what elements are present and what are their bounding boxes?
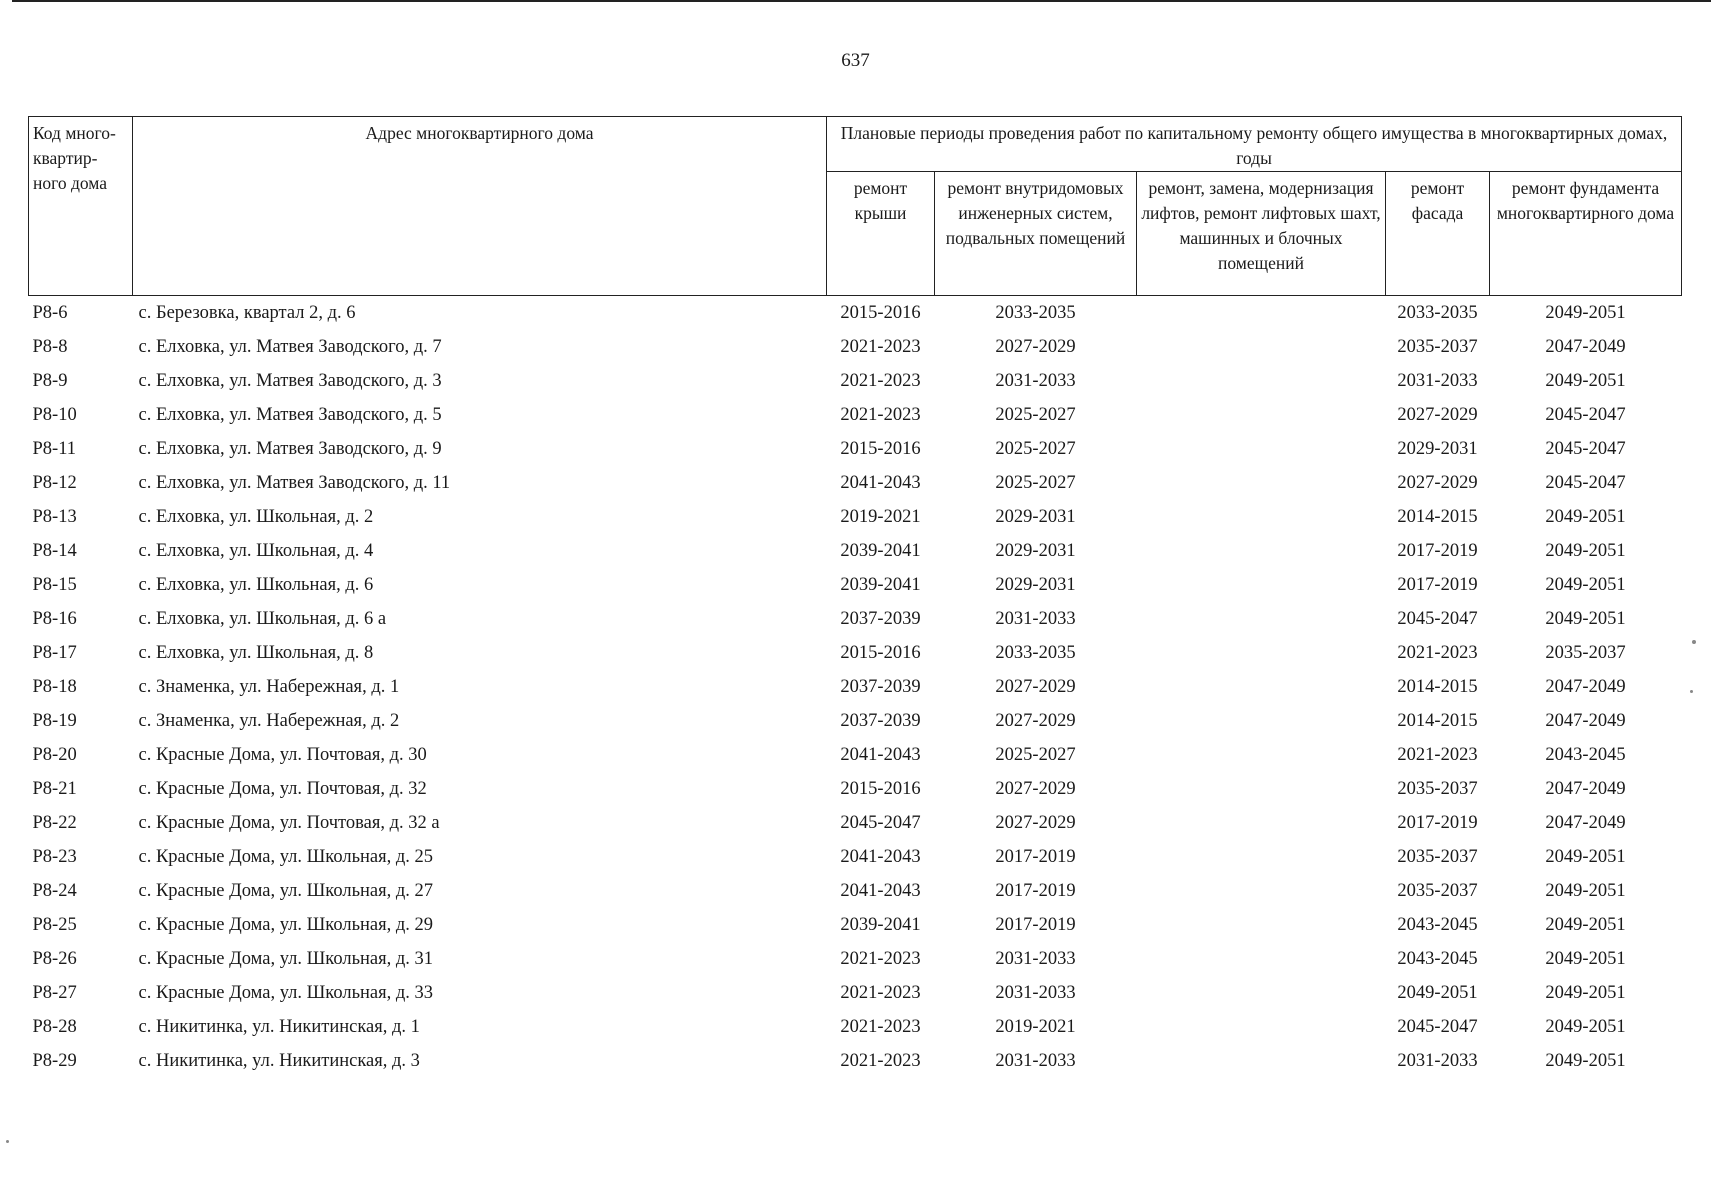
row-foundation-repair: 2035-2037 [1545,642,1626,663]
row-address: с. Елховка, ул. Школьная, д. 4 [138,540,374,561]
table-row [29,432,1682,466]
row-roof-repair: 2041-2043 [840,744,921,765]
row-foundation-repair: 2049-2051 [1545,302,1626,323]
row-facade-repair: 2035-2037 [1397,880,1478,901]
row-foundation-repair: 2047-2049 [1545,812,1626,833]
row-lifts-repair [1137,364,1386,398]
row-systems-repair: 2027-2029 [995,676,1076,697]
row-code: Р8-6 [32,302,68,323]
row-foundation-repair: 2045-2047 [1545,472,1626,493]
row-lifts-repair [1137,1044,1386,1078]
row-address: с. Красные Дома, ул. Школьная, д. 31 [138,948,434,969]
row-roof-repair: 2041-2043 [840,880,921,901]
row-code: Р8-22 [32,812,77,833]
top-border-line [12,0,1711,2]
row-address: с. Красные Дома, ул. Школьная, д. 25 [138,846,434,867]
row-address: с. Елховка, ул. Матвея Заводского, д. 5 [138,404,442,425]
row-roof-repair: 2021-2023 [840,370,921,391]
row-facade-repair: 2021-2023 [1397,642,1478,663]
row-foundation-repair: 2049-2051 [1545,846,1626,867]
scan-speck [6,1140,9,1143]
row-facade-repair: 2017-2019 [1397,812,1478,833]
row-address: с. Красные Дома, ул. Почтовая, д. 32 а [138,812,440,833]
row-lifts-repair [1137,1010,1386,1044]
row-foundation-repair: 2047-2049 [1545,336,1626,357]
table-row [29,806,1682,840]
scan-speck [1690,690,1693,693]
row-roof-repair: 2039-2041 [840,914,921,935]
header-facade-repair: ремонт фасада [1386,172,1490,296]
capital-repair-schedule-table [28,116,1682,1078]
row-systems-repair: 2025-2027 [995,404,1076,425]
table-row [29,874,1682,908]
row-roof-repair: 2041-2043 [840,846,921,867]
row-lifts-repair [1137,636,1386,670]
row-address: с. Красные Дома, ул. Школьная, д. 33 [138,982,434,1003]
row-lifts-repair [1137,432,1386,466]
row-systems-repair: 2019-2021 [995,1016,1076,1037]
row-facade-repair: 2029-2031 [1397,438,1478,459]
table-row [29,296,1682,331]
row-systems-repair: 2017-2019 [995,846,1076,867]
table-row [29,670,1682,704]
table-row [29,568,1682,602]
row-lifts-repair [1137,908,1386,942]
row-code: Р8-16 [32,608,77,629]
table-row [29,534,1682,568]
row-address: с. Красные Дома, ул. Школьная, д. 29 [138,914,434,935]
table-row [29,738,1682,772]
row-code: Р8-8 [32,336,68,357]
table-row [29,942,1682,976]
row-systems-repair: 2027-2029 [995,710,1076,731]
row-code: Р8-18 [32,676,77,697]
row-code: Р8-27 [32,982,77,1003]
row-roof-repair: 2021-2023 [840,1050,921,1071]
row-foundation-repair: 2049-2051 [1545,948,1626,969]
row-address: с. Елховка, ул. Матвея Заводского, д. 7 [138,336,442,357]
row-roof-repair: 2039-2041 [840,540,921,561]
row-systems-repair: 2017-2019 [995,914,1076,935]
row-facade-repair: 2014-2015 [1397,506,1478,527]
row-roof-repair: 2015-2016 [840,438,921,459]
row-roof-repair: 2039-2041 [840,574,921,595]
row-lifts-repair [1137,602,1386,636]
row-address: с. Красные Дома, ул. Почтовая, д. 32 [138,778,427,799]
header-lifts-repair: ремонт, замена, модернизация лифтов, ремонт лифтовых шахт, машинных и блочных помещений [1137,172,1386,296]
row-lifts-repair [1137,738,1386,772]
row-address: с. Елховка, ул. Школьная, д. 8 [138,642,374,663]
row-code: Р8-29 [32,1050,77,1071]
header-planned-periods: Плановые периоды проведения работ по капитальному ремонту общего имущества в многоквартирных домах, годы [827,117,1682,172]
row-address: с. Елховка, ул. Матвея Заводского, д. 11 [138,472,451,493]
row-roof-repair: 2021-2023 [840,982,921,1003]
row-address: с. Никитинка, ул. Никитинская, д. 3 [138,1050,420,1071]
row-code: Р8-12 [32,472,77,493]
row-foundation-repair: 2049-2051 [1545,608,1626,629]
row-code: Р8-10 [32,404,77,425]
row-foundation-repair: 2049-2051 [1545,370,1626,391]
row-roof-repair: 2015-2016 [840,302,921,323]
row-address: с. Красные Дома, ул. Почтовая, д. 30 [138,744,427,765]
table-row [29,976,1682,1010]
row-address: с. Знаменка, ул. Набережная, д. 1 [138,676,400,697]
row-address: с. Елховка, ул. Школьная, д. 6 [138,574,374,595]
row-systems-repair: 2033-2035 [995,642,1076,663]
row-facade-repair: 2049-2051 [1397,982,1478,1003]
row-roof-repair: 2041-2043 [840,472,921,493]
row-facade-repair: 2031-2033 [1397,370,1478,391]
row-foundation-repair: 2047-2049 [1545,676,1626,697]
row-systems-repair: 2031-2033 [995,982,1076,1003]
table-row [29,772,1682,806]
row-address: с. Елховка, ул. Школьная, д. 2 [138,506,374,527]
row-code: Р8-19 [32,710,77,731]
row-facade-repair: 2035-2037 [1397,778,1478,799]
row-address: с. Елховка, ул. Матвея Заводского, д. 3 [138,370,442,391]
row-foundation-repair: 2045-2047 [1545,404,1626,425]
row-code: Р8-25 [32,914,77,935]
row-systems-repair: 2025-2027 [995,438,1076,459]
row-systems-repair: 2027-2029 [995,778,1076,799]
row-roof-repair: 2021-2023 [840,948,921,969]
row-code: Р8-23 [32,846,77,867]
row-facade-repair: 2027-2029 [1397,404,1478,425]
row-lifts-repair [1137,704,1386,738]
row-facade-repair: 2035-2037 [1397,846,1478,867]
row-roof-repair: 2021-2023 [840,1016,921,1037]
row-systems-repair: 2025-2027 [995,744,1076,765]
row-address: с. Березовка, квартал 2, д. 6 [138,302,356,323]
row-code: Р8-28 [32,1016,77,1037]
table-row [29,908,1682,942]
row-foundation-repair: 2047-2049 [1545,778,1626,799]
row-address: с. Знаменка, ул. Набережная, д. 2 [138,710,400,731]
page-number: 637 [841,50,870,71]
row-foundation-repair: 2049-2051 [1545,540,1626,561]
table-body [29,296,1682,1079]
row-facade-repair: 2031-2033 [1397,1050,1478,1071]
row-code: Р8-24 [32,880,77,901]
row-systems-repair: 2027-2029 [995,336,1076,357]
row-foundation-repair: 2049-2051 [1545,1016,1626,1037]
row-code: Р8-11 [32,438,77,459]
row-facade-repair: 2021-2023 [1397,744,1478,765]
row-lifts-repair [1137,466,1386,500]
row-foundation-repair: 2047-2049 [1545,710,1626,731]
row-address: с. Красные Дома, ул. Школьная, д. 27 [138,880,434,901]
table-row [29,704,1682,738]
row-lifts-repair [1137,772,1386,806]
row-roof-repair: 2015-2016 [840,642,921,663]
row-lifts-repair [1137,874,1386,908]
row-systems-repair: 2031-2033 [995,608,1076,629]
row-roof-repair: 2021-2023 [840,404,921,425]
row-foundation-repair: 2049-2051 [1545,1050,1626,1071]
row-roof-repair: 2037-2039 [840,676,921,697]
row-lifts-repair [1137,534,1386,568]
header-foundation-repair: ремонт фундамента многоквартирного дома [1490,172,1682,296]
row-address: с. Елховка, ул. Матвея Заводского, д. 9 [138,438,442,459]
row-lifts-repair [1137,568,1386,602]
table-row [29,840,1682,874]
row-code: Р8-20 [32,744,77,765]
row-roof-repair: 2015-2016 [840,778,921,799]
row-lifts-repair [1137,942,1386,976]
row-systems-repair: 2031-2033 [995,370,1076,391]
row-systems-repair: 2025-2027 [995,472,1076,493]
row-lifts-repair [1137,976,1386,1010]
row-code: Р8-21 [32,778,77,799]
table-row [29,330,1682,364]
row-foundation-repair: 2049-2051 [1545,574,1626,595]
row-code: Р8-17 [32,642,77,663]
row-foundation-repair: 2049-2051 [1545,506,1626,527]
table-row [29,602,1682,636]
header-roof-repair: ремонт крыши [827,172,935,296]
row-roof-repair: 2037-2039 [840,710,921,731]
header-systems-repair: ремонт внутридомовых инженерных систем, подвальных помещений [935,172,1137,296]
row-lifts-repair [1137,840,1386,874]
row-facade-repair: 2017-2019 [1397,574,1478,595]
row-roof-repair: 2021-2023 [840,336,921,357]
row-lifts-repair [1137,398,1386,432]
row-facade-repair: 2014-2015 [1397,710,1478,731]
row-facade-repair: 2035-2037 [1397,336,1478,357]
row-facade-repair: 2043-2045 [1397,948,1478,969]
row-roof-repair: 2037-2039 [840,608,921,629]
row-facade-repair: 2043-2045 [1397,914,1478,935]
table-row [29,1010,1682,1044]
row-address: с. Никитинка, ул. Никитинская, д. 1 [138,1016,420,1037]
row-facade-repair: 2027-2029 [1397,472,1478,493]
row-facade-repair: 2017-2019 [1397,540,1478,561]
row-foundation-repair: 2049-2051 [1545,982,1626,1003]
row-lifts-repair [1137,806,1386,840]
scan-speck [1692,640,1696,644]
row-facade-repair: 2045-2047 [1397,1016,1478,1037]
row-code: Р8-26 [32,948,77,969]
row-lifts-repair [1137,500,1386,534]
row-systems-repair: 2017-2019 [995,880,1076,901]
row-code: Р8-14 [32,540,77,561]
row-roof-repair: 2019-2021 [840,506,921,527]
row-lifts-repair [1137,330,1386,364]
table-row [29,500,1682,534]
table-row [29,1044,1682,1078]
row-code: Р8-13 [32,506,77,527]
row-facade-repair: 2045-2047 [1397,608,1478,629]
row-roof-repair: 2045-2047 [840,812,921,833]
row-lifts-repair [1137,296,1386,331]
row-systems-repair: 2031-2033 [995,948,1076,969]
row-systems-repair: 2027-2029 [995,812,1076,833]
row-foundation-repair: 2045-2047 [1545,438,1626,459]
row-lifts-repair [1137,670,1386,704]
row-address: с. Елховка, ул. Школьная, д. 6 а [138,608,387,629]
row-facade-repair: 2014-2015 [1397,676,1478,697]
row-foundation-repair: 2043-2045 [1545,744,1626,765]
header-address: Адрес многоквартирного дома [133,117,827,296]
row-foundation-repair: 2049-2051 [1545,914,1626,935]
row-systems-repair: 2029-2031 [995,574,1076,595]
row-foundation-repair: 2049-2051 [1545,880,1626,901]
row-systems-repair: 2029-2031 [995,540,1076,561]
row-systems-repair: 2031-2033 [995,1050,1076,1071]
table-row [29,636,1682,670]
header-code: Код много-квартир-ного дома [29,117,133,296]
row-code: Р8-15 [32,574,77,595]
table-row [29,466,1682,500]
row-systems-repair: 2033-2035 [995,302,1076,323]
row-systems-repair: 2029-2031 [995,506,1076,527]
row-code: Р8-9 [32,370,68,391]
table-row [29,398,1682,432]
table-row [29,364,1682,398]
row-facade-repair: 2033-2035 [1397,302,1478,323]
